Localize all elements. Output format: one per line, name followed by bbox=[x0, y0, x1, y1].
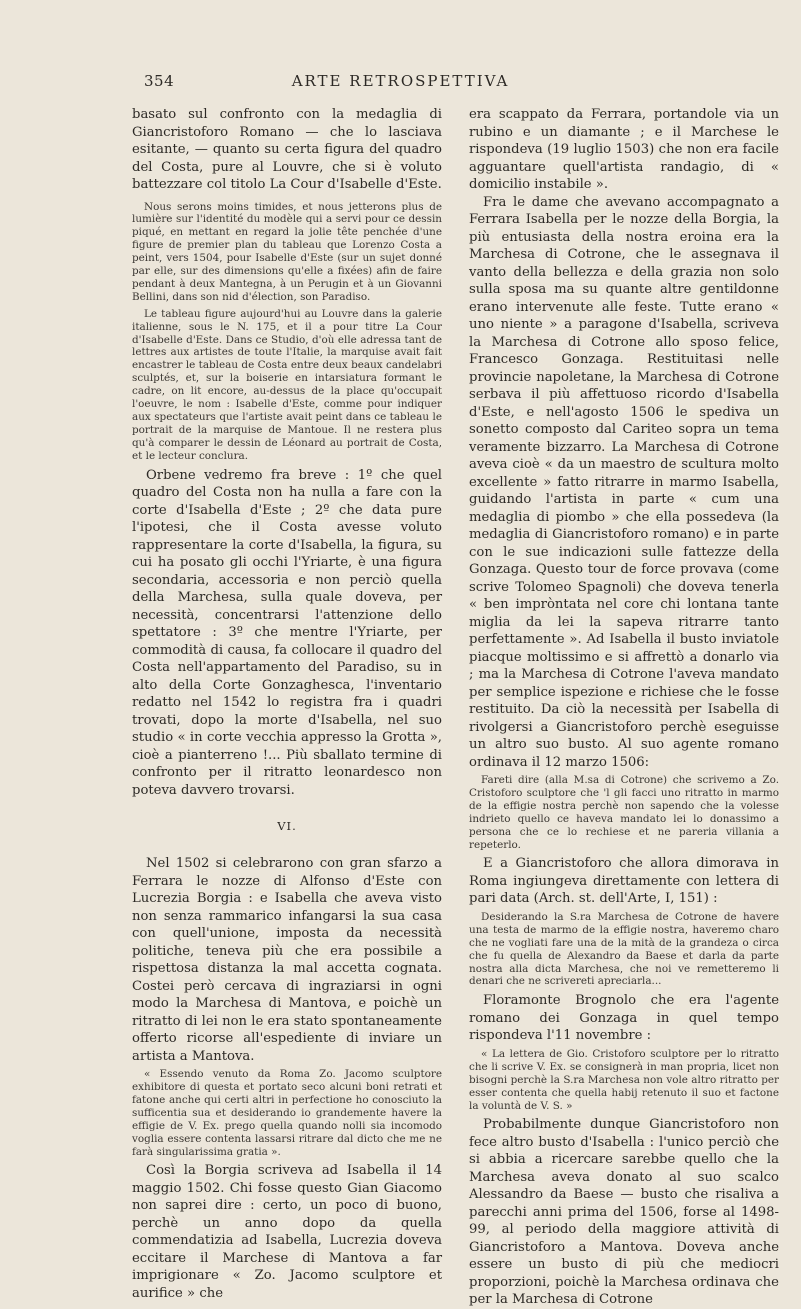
right-column bbox=[469, 106, 779, 1308]
page-number: 354 bbox=[144, 72, 175, 90]
paragraph: era scappato da Ferrara, portandole via un rubino e un diamante ; e il Marchese le rispondeva (19 luglio 1503) che non era facile agguantare quell'artista randagio, di « domicilio instabile ». bbox=[469, 107, 779, 192]
journal-title: ARTE RETROSPETTIVA bbox=[291, 72, 510, 90]
paragraph: basato sul confronto con la medaglia di Giancristoforo Romano — che lo lasciava esitante, — quanto su certa figura del quadro del Costa, pure al Louvre, che si è voluto battezzare col titolo La Cour d'Isabelle d'Este. bbox=[132, 107, 442, 192]
quotation: « La lettera de Gio. Cristoforo sculptore per lo ritratto che li scrive V. Ex. se consignerà in man propria, licet non bisogni perchè la S.ra Marchesa non vole altro ritratto per esser contenta che quella habij retenuto il suo et factone la voluntà de V. S. » bbox=[469, 1047, 779, 1112]
section-heading: VI. bbox=[277, 819, 297, 834]
quotation: Fareti dire (alla M.sa di Cotrone) che scrivemo a Zo. Cristoforo sculptore che 'l gli facci uno ritratto in marmo de la effigie nostra perchè non sapendo che la volesse indrieto quello ce haveva mandato lei lo donassimo a persona che ce lo rechiese et ne pareria villania a repeterlo. bbox=[469, 774, 779, 851]
paragraph: Orbene vedremo fra breve : 1º che quel quadro del Costa non ha nulla a fare con la corte d'Isabella d'Este ; 2º che data pure l'ipotesi, che il Costa avesse voluto rappresentare la corte d'Isabella, la figura, su cui ha posato gli occhi l'Yriarte, è una figura secondaria, accessoria e non perciò quella della Marchesa, sulla quale doveva, per necessità, concentrarsi l'attenzione dello spettatore : 3º che mentre l'Yriarte, per commodità di causa, fa collocare il quadro del Costa nell'appartamento del Paradiso, su in alto della Corte Gonzaghesca, l'inventario redatto nel 1542 lo registra fra i quadri trovati, dopo la morte d'Isabella, nel suo studio « in corte vecchia appresso la Grotta », cioè a pianterreno !... Più sballato termine di confronto per il ritratto leonardesco non poteva davvero trovarsi. bbox=[132, 467, 442, 798]
paragraph: Nel 1502 si celebrarono con gran sfarzo a Ferrara le nozze di Alfonso d'Este con Lucrezia Borgia : e Isabella che aveva visto non senza rammarico infangarsi la sua casa con quell'unione, imposta da necessità politiche, teneva più che era possibile a rispettosa distanza la mal accetta cognata. Costei però cercava di ingraziarsi in ogni modo la Marchesa di Mantova, e poichè un ritratto di lei non le era stato spontaneamente offerto ricorse all'espediente di inviare un artista a Mantova. bbox=[132, 856, 442, 1064]
paragraph: Fra le dame che avevano accompagnato a Ferrara Isabella per le nozze della Borgia, la più entusiasta della nostra eroina era la Marchesa di Cotrone, che le assegnava il vanto della bellezza e della grazia non solo sulla sposa ma su quante altre gentildonne erano intervenute alle feste. Tutte erano « uno niente » a paragone d'Isabella, scriveva la Marchesa di Cotrone allo sposo felice, Francesco Gonzaga. Restituitasi nelle provincie napoletane, la Marchesa di Cotrone serbava il più affettuoso ricordo d'Isabella d'Este, e nell'agosto 1506 le spediva un sonetto composto dal Cariteo sopra un tema veramente bizzarro. La Marchesa di Cotrone aveva cioè « da un maestro de scultura molto excellente » fatto ritrarre in marmo Isabella, guidando l'artista in parte « cum una medaglia di piombo » che ella possedeva (la medaglia di Giancristoforo romano) e in parte con le sue indicazioni sulle fattezze della Gonzaga. Questo tour de force provava (come scrive Tolomeo Spagnoli) che doveva tenerla « ben impròntata nel core chi lontana tante miglia da lei la sapeva ritrarre tanto perfettamente ». Ad Isabella il busto inviatole piacque moltissimo e si affrettò a donarlo via ; ma la Marchesa di Cotrone l'aveva mandato per semplice ispezione e richiese che le fosse restituito. Da ciò la necessità per Isabella di rivolgersi a Giancristoforo perchè eseguisse un altro suo busto. Al suo agente romano ordinava il 12 marzo 1506: bbox=[469, 194, 779, 770]
page-header bbox=[0, 72, 801, 92]
quotation: Desiderando la S.ra Marchesa de Cotrone de havere una testa de marmo de la effigie nostra, haveremo charo che ne vogliati fare una de la mità de la grandeza o circa che fu quella de Alexandro da Baese et darla da parte nostra alla dicta Marchesa, che noi ve remetteremo li denari che ne scrivereti apreciarla... bbox=[469, 910, 779, 988]
paragraph: E a Giancristoforo che allora dimorava in Roma ingiungeva direttamente con lettera di pari data (Arch. st. dell'Arte, I, 151) : bbox=[469, 856, 779, 907]
quotation: Nous serons moins timides, et nous jetterons plus de lumière sur l'identité du modèle qui a servi pour ce dessin piqué, en mettant en regard la jolie tête penchée d'une figure de premier plan du tableau que Lorenzo Costa a peint, vers 1504, pour Isabelle d'Este (sur un sujet donné par elle, sur des dimensions qu'elle a fixées) afin de faire pendant à deux Mantegna, à un Perugin et à un Giovanni Bellini, dans son nid d'élection, son Paradiso. bbox=[132, 200, 442, 303]
paragraph: Floramonte Brognolo che era l'agente romano dei Gonzaga in quel tempo rispondeva l'11 novembre : bbox=[469, 993, 779, 1044]
paragraph: Probabilmente dunque Giancristoforo non fece altro busto d'Isabella : l'unico perciò che si abbia a ricercare sarebbe quello che la Marchesa aveva donato al suo scalco Alessandro da Baese — busto che risaliva a parecchi anni prima del 1506, forse al 1498-99, al periodo della maggiore attività di Giancristoforo a Mantova. Doveva anche essere un busto di più che mediocri proporzioni, poichè la Marchesa ordinava che per la Marchesa di Cotrone bbox=[469, 1117, 779, 1308]
paragraph: Così la Borgia scriveva ad Isabella il 14 maggio 1502. Chi fosse questo Gian Giacomo non saprei dire : certo, un poco di buono, perchè un anno dopo da quella commendatizia ad Isabella, Lucrezia doveva eccitare il Marchese di Mantova a far imprigionare « Zo. Jacomo sculptore et aurifice » che bbox=[132, 1163, 442, 1301]
quotation: « Essendo venuto da Roma Zo. Jacomo sculptore exhibitore di questa et portato seco alcuni boni retrati et fatone anche qui certi altri in perfectione ho conosciuto la sufficentia sua et desiderando io grandemente havere la effigie de V. Ex. prego quella quando nolli sia incomodo voglia essere contenta lassarsi ritrare dal dicto che me ne farà singularissima gratia ». bbox=[132, 1068, 442, 1158]
left-column bbox=[132, 106, 442, 1301]
quotation: Le tableau figure aujourd'hui au Louvre dans la galerie italienne, sous le N. 175, et il a pour titre La Cour d'Isabelle d'Este. Dans ce Studio, d'où elle adressa tant de lettres aux artistes de toute l'Italie, la marquise avait fait encastrer le tableau de Costa entre deux beaux candelabri sculptés, et, sur la boiserie en intarsiatura formant le cadre, on lit encore, au-dessus de la place qu'occupait l'oeuvre, le nom : Isabelle d'Este, comme pour indiquer aux spectateurs que l'artiste avait peint dans ce tableau le portrait de la marquise de Mantoue. Il ne restera plus qu'à comparer le dessin de Léonard au portrait de Costa, et le lecteur conclura. bbox=[132, 307, 442, 462]
